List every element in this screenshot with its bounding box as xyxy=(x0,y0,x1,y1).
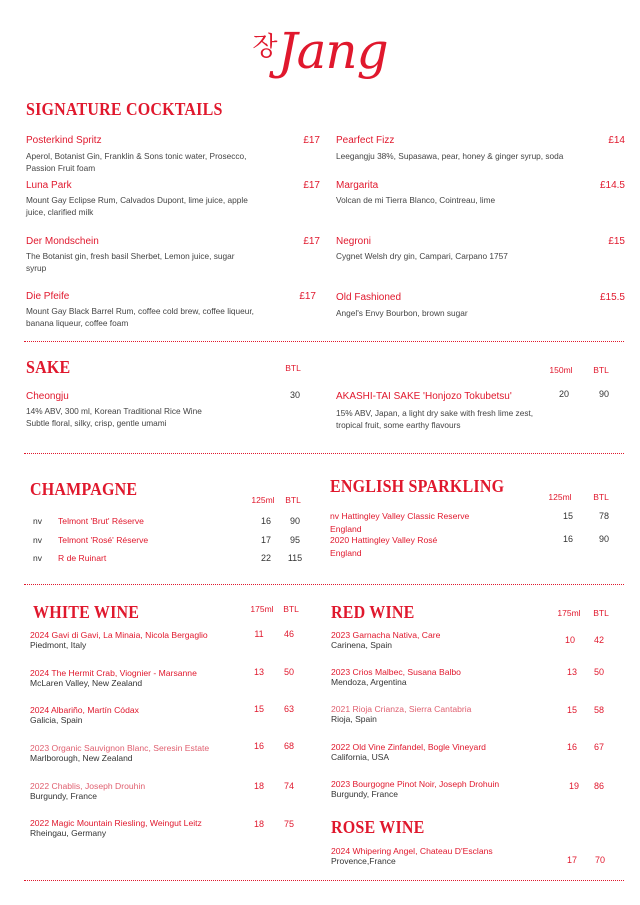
rose-wine-region: Provence,France xyxy=(331,856,396,866)
cocktail-name: Margarita xyxy=(336,180,379,191)
red-glass-price: 10 xyxy=(564,635,575,645)
white-175ml-header: 175ml xyxy=(250,604,274,614)
champagne-name: R de Ruinart xyxy=(58,553,107,563)
english-region: England xyxy=(330,524,362,534)
red-wine-region: Carinena, Spain xyxy=(331,640,392,650)
cocktail-price: £15.5 xyxy=(599,292,625,303)
logo-wordmark: Jang xyxy=(277,22,388,80)
champagne-125ml-header: 125ml xyxy=(251,495,275,505)
cocktail-name: Luna Park xyxy=(26,180,72,191)
section-divider xyxy=(24,584,624,585)
white-wine-region: Burgundy, France xyxy=(30,791,97,801)
english-name: 2020 Hattingley Valley Rosé xyxy=(330,535,438,545)
sake-desc: Subtle floral, silky, crisp, gentle umami xyxy=(26,418,167,428)
english-name: nv Hattingley Valley Classic Reserve xyxy=(330,511,470,521)
cocktail-price: £17 xyxy=(303,236,320,247)
cocktail-price: £17 xyxy=(303,135,320,146)
sake-name: AKASHI-TAI SAKE 'Honjozo Tokubetsu' xyxy=(336,391,512,402)
white-glass-price: 15 xyxy=(253,704,264,714)
red-wine-name: 2023 Crios Malbec, Susana Balbo xyxy=(331,667,461,677)
cocktail-price: £14.5 xyxy=(599,180,625,191)
cocktail-desc: Mount Gay Black Barrel Rum, coffee cold brew, coffee liqueur, banana liqueur, coffee foam xyxy=(26,306,254,328)
english-125ml-header: 125ml xyxy=(548,492,572,502)
red-wine-title: RED WINE xyxy=(331,603,415,623)
red-wine-name: 2023 Bourgogne Pinot Noir, Joseph Drohuin xyxy=(331,779,500,789)
white-wine-region: Piedmont, Italy xyxy=(30,640,87,650)
white-glass-price: 13 xyxy=(253,667,264,677)
english-glass-price: 16 xyxy=(562,534,573,544)
red-glass-price: 19 xyxy=(568,781,579,791)
white-wine-region: Galicia, Spain xyxy=(30,715,83,725)
cocktail-desc: Cygnet Welsh dry gin, Campari, Carpano 1757 xyxy=(336,251,508,261)
red-wine-name: 2021 Rioja Crianza, Sierra Cantabria xyxy=(331,704,472,714)
section-divider xyxy=(24,341,624,342)
cocktail-desc: Angel's Envy Bourbon, brown sugar xyxy=(336,308,468,318)
red-btl-price: 42 xyxy=(593,635,604,645)
sake-btl-header: BTL xyxy=(285,363,301,373)
english-btl-header: BTL xyxy=(593,492,609,502)
sake-name: Cheongju xyxy=(26,391,69,402)
cocktail-desc: Mount Gay Eclipse Rum, Calvados Dupont, lime juice, apple juice, clarified milk xyxy=(26,195,248,217)
champagne-name: Telmont 'Rosé' Réserve xyxy=(58,535,149,545)
english-glass-price: 15 xyxy=(562,511,573,521)
white-wine-name: 2024 The Hermit Crab, Viognier - Marsanne xyxy=(30,668,197,678)
red-wine-region: Rioja, Spain xyxy=(331,714,377,724)
red-btl-price: 67 xyxy=(593,742,604,752)
champagne-btl-price: 95 xyxy=(289,535,300,545)
champagne-glass-price: 17 xyxy=(260,535,271,545)
white-wine-name: 2024 Gavi di Gavi, La Minaia, Nicola Bergaglio xyxy=(30,630,208,640)
white-wine-region: Marlborough, New Zealand xyxy=(30,753,133,763)
english-btl-price: 78 xyxy=(598,511,609,521)
english-btl-price: 90 xyxy=(598,534,609,544)
white-btl-price: 46 xyxy=(283,629,294,639)
cocktail-name: Der Mondschein xyxy=(26,236,99,247)
white-wine-title: WHITE WINE xyxy=(33,603,140,623)
red-btl-header: BTL xyxy=(593,608,609,618)
logo-hangul: 장 xyxy=(252,32,278,62)
red-btl-price: 58 xyxy=(593,705,604,715)
red-btl-price: 86 xyxy=(593,781,604,791)
rose-btl-price: 70 xyxy=(594,855,605,865)
sake-title: SAKE xyxy=(26,358,71,378)
white-wine-name: 2022 Chablis, Joseph Drouhin xyxy=(30,781,146,791)
white-glass-price: 18 xyxy=(253,781,264,791)
red-glass-price: 16 xyxy=(566,742,577,752)
white-glass-price: 11 xyxy=(254,629,264,639)
champagne-name: Telmont 'Brut' Réserve xyxy=(58,516,144,526)
champagne-glass-price: 16 xyxy=(260,516,271,526)
white-glass-price: 16 xyxy=(253,741,264,751)
white-btl-header: BTL xyxy=(283,604,299,614)
champagne-title: CHAMPAGNE xyxy=(30,480,138,500)
cocktail-price: £17 xyxy=(299,291,316,302)
white-btl-price: 63 xyxy=(283,704,294,714)
signature-cocktails-title: SIGNATURE COCKTAILS xyxy=(26,100,223,120)
cocktail-desc: Volcan de mi Tierra Blanco, Cointreau, lime xyxy=(336,195,496,205)
champagne-glass-price: 22 xyxy=(260,553,271,563)
sake-btl-price: 30 xyxy=(289,390,300,400)
sake-desc: tropical fruit, some earthy flavours xyxy=(336,420,461,430)
red-wine-region: Mendoza, Argentina xyxy=(331,677,407,687)
red-glass-price: 15 xyxy=(566,705,577,715)
cocktail-price: £15 xyxy=(608,236,625,247)
white-wine-region: McLaren Valley, New Zealand xyxy=(30,678,143,688)
sake-desc: 15% ABV, Japan, a light dry sake with fresh lime zest, xyxy=(336,408,534,418)
cocktail-price: £17 xyxy=(303,180,320,191)
white-btl-price: 50 xyxy=(283,667,294,677)
white-btl-price: 75 xyxy=(283,819,294,829)
red-btl-price: 50 xyxy=(593,667,604,677)
white-wine-name: 2023 Organic Sauvignon Blanc, Seresin Estate xyxy=(30,743,210,753)
champagne-vintage: nv xyxy=(33,516,42,526)
cocktail-name: Posterkind Spritz xyxy=(26,135,102,146)
champagne-btl-price: 90 xyxy=(289,516,300,526)
cocktail-name: Old Fashioned xyxy=(336,292,402,303)
sake-150ml-header: 150ml xyxy=(549,365,573,375)
rose-glass-price: 17 xyxy=(566,855,577,865)
white-wine-name: 2022 Magic Mountain Riesling, Weingut Leitz xyxy=(30,818,202,828)
brand-logo xyxy=(0,22,640,80)
red-wine-name: 2022 Old Vine Zinfandel, Bogle Vineyard xyxy=(331,742,486,752)
sake-btl-price: 90 xyxy=(598,389,609,399)
white-btl-price: 74 xyxy=(283,781,294,791)
cocktail-desc: The Botanist gin, fresh basil Sherbet, Lemon juice, sugar syrup xyxy=(26,251,235,273)
cocktail-price: £14 xyxy=(608,135,625,146)
champagne-btl-price: 115 xyxy=(287,553,303,563)
sake-desc: 14% ABV, 300 ml, Korean Traditional Rice Wine xyxy=(26,406,202,416)
rose-wine-name: 2024 Whipering Angel, Chateau D'Esclans xyxy=(331,846,493,856)
cocktail-name: Die Pfeife xyxy=(26,291,70,302)
champagne-btl-header: BTL xyxy=(285,495,301,505)
champagne-vintage: nv xyxy=(33,553,42,563)
white-btl-price: 68 xyxy=(283,741,294,751)
cocktail-name: Pearfect Fizz xyxy=(336,135,395,146)
english-sparkling-title: ENGLISH SPARKLING xyxy=(330,477,505,497)
english-region: England xyxy=(330,548,362,558)
rose-wine-title: ROSE WINE xyxy=(331,818,425,838)
white-glass-price: 18 xyxy=(253,819,264,829)
cocktail-desc: Aperol, Botanist Gin, Franklin & Sons tonic water, Prosecco, Passion Fruit foam xyxy=(26,151,247,173)
sake-btl-header: BTL xyxy=(593,365,609,375)
cocktail-desc: Leegangju 38%, Supasawa, pear, honey & ginger syrup, soda xyxy=(336,151,564,161)
champagne-vintage: nv xyxy=(33,535,42,545)
red-glass-price: 13 xyxy=(566,667,577,677)
section-divider xyxy=(24,880,624,881)
white-wine-region: Rheingau, Germany xyxy=(30,828,107,838)
red-wine-region: Burgundy, France xyxy=(331,789,398,799)
white-wine-name: 2024 Albariño, Martín Códax xyxy=(30,705,139,715)
cocktail-name: Negroni xyxy=(336,236,372,247)
section-divider xyxy=(24,453,624,454)
sake-glass-price: 20 xyxy=(558,389,569,399)
red-wine-region: California, USA xyxy=(331,752,390,762)
red-175ml-header: 175ml xyxy=(557,608,581,618)
red-wine-name: 2023 Garnacha Nativa, Care xyxy=(331,630,441,640)
